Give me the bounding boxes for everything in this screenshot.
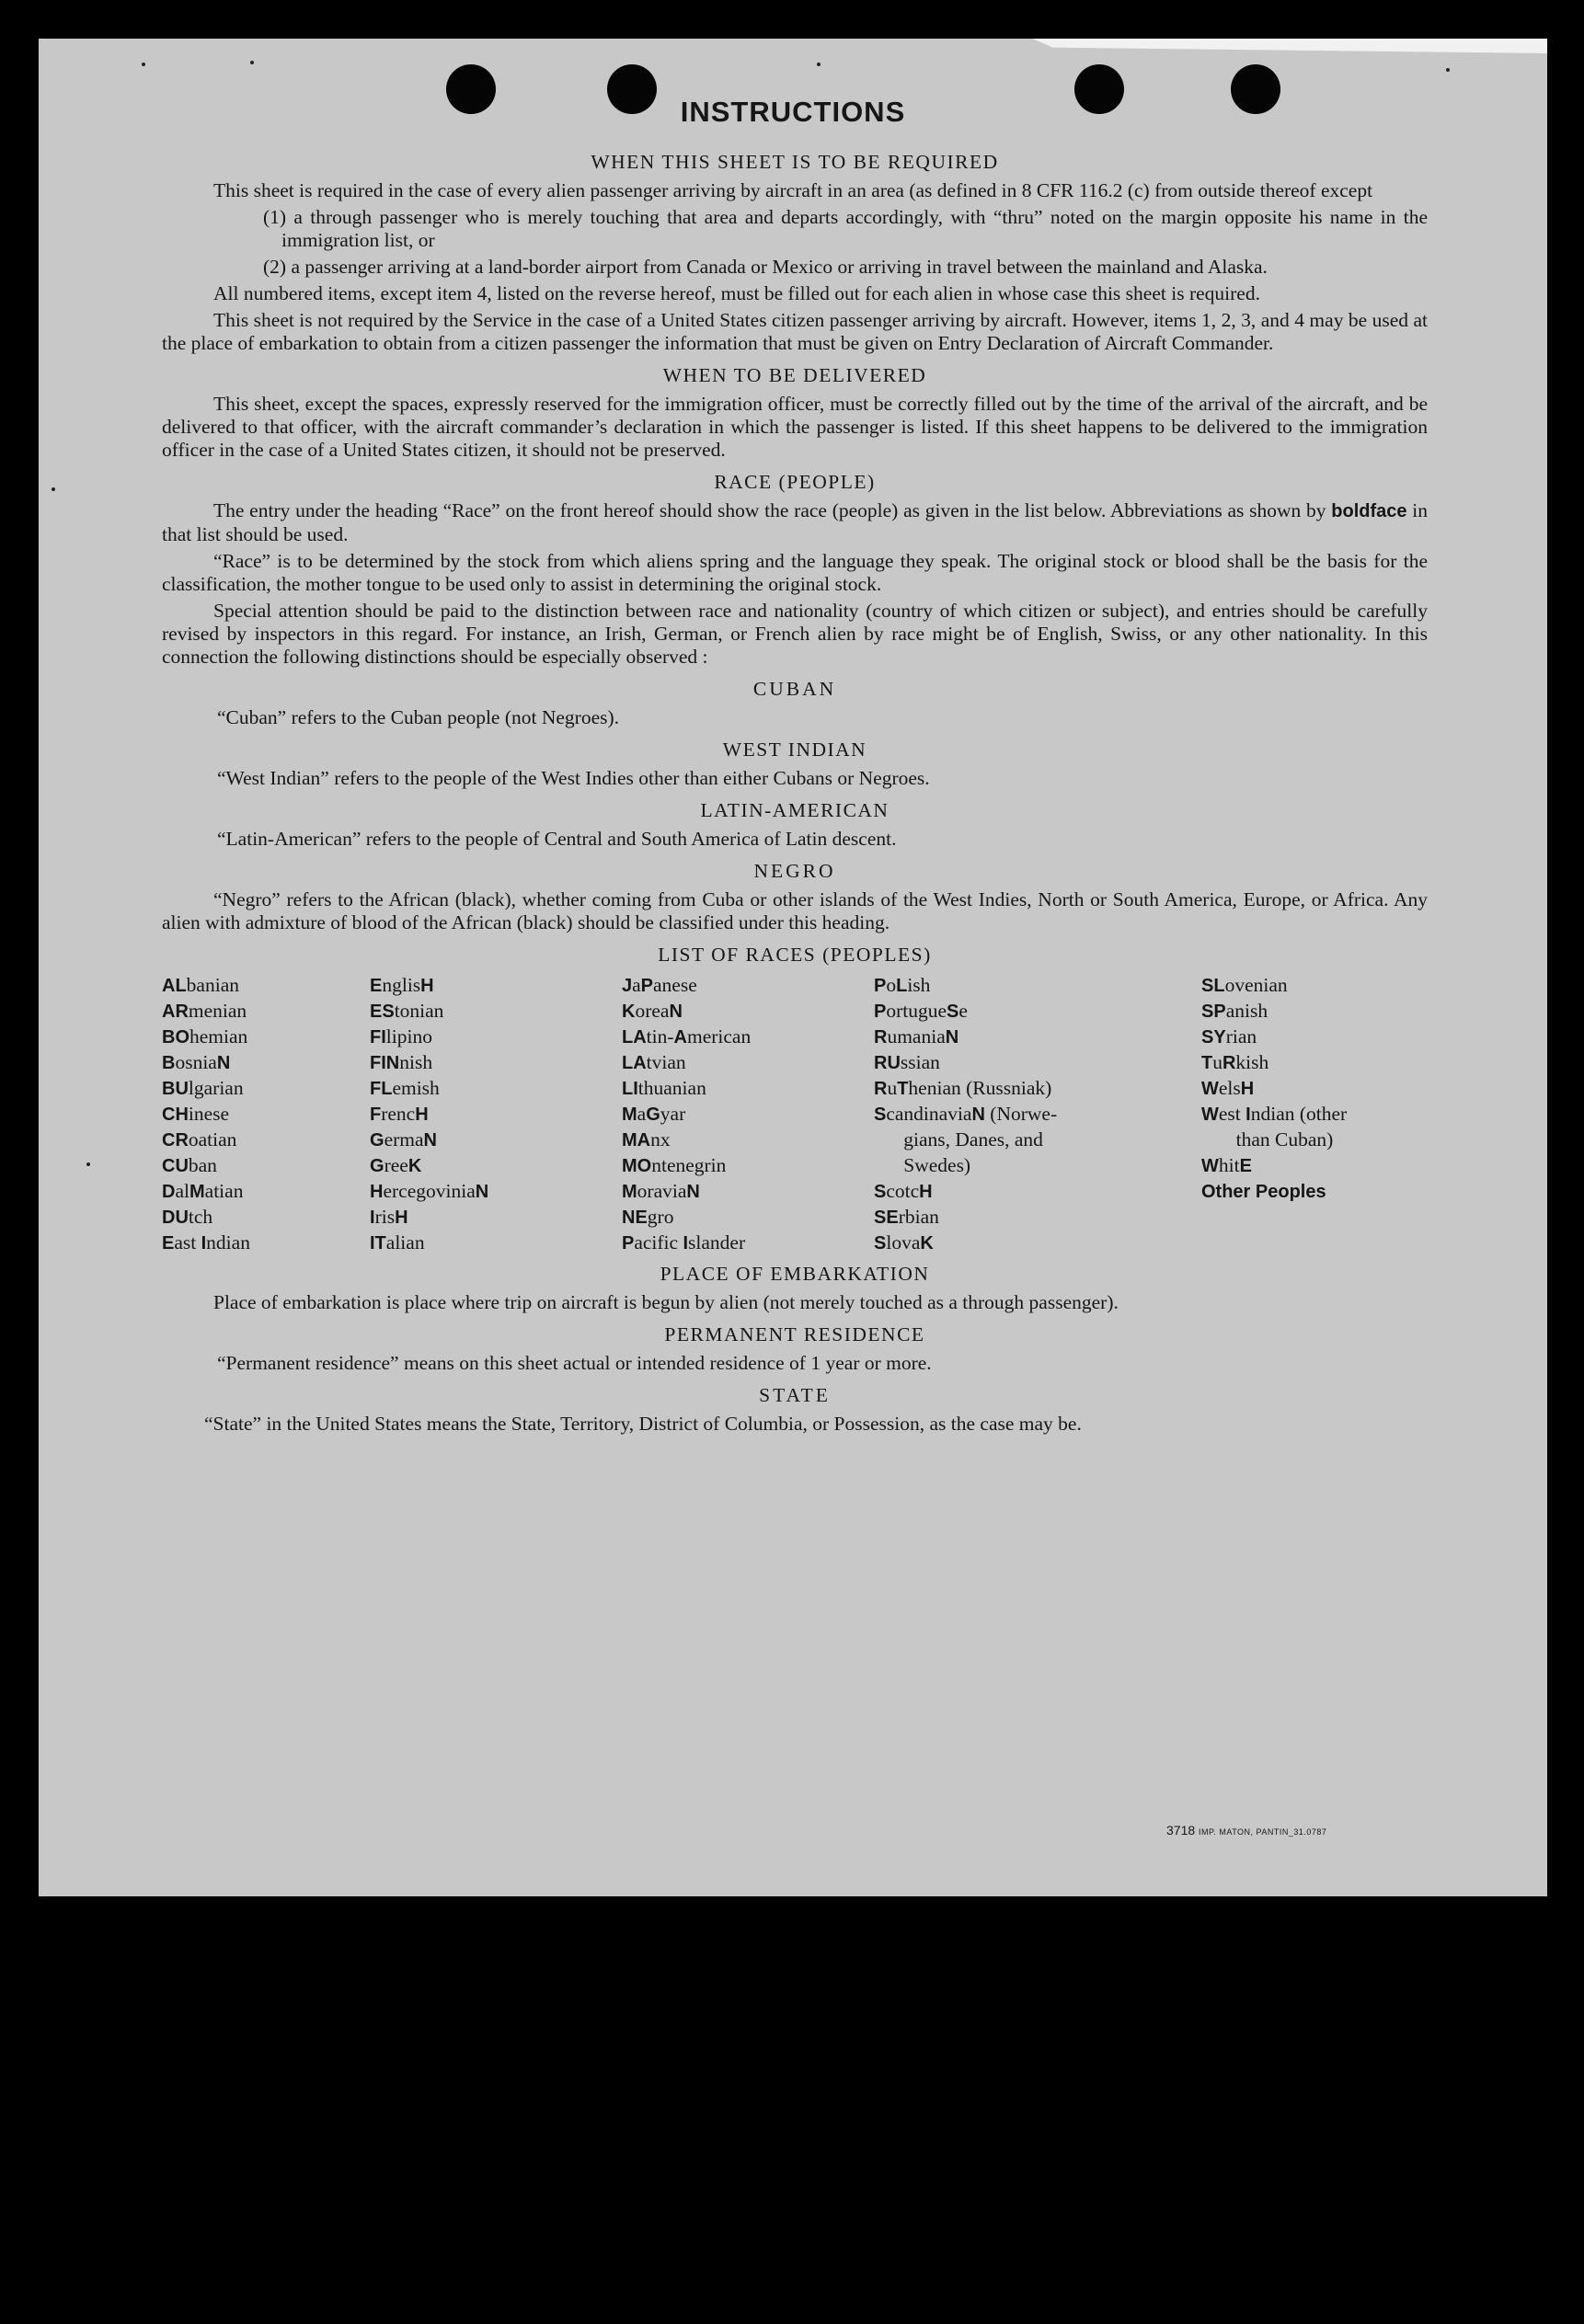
race-entry <box>874 972 1057 998</box>
race-name-part: hemian <box>189 1025 248 1048</box>
heading-state: STATE <box>759 1384 831 1406</box>
race-name-part: ntenegrin <box>651 1154 727 1176</box>
definition-negro: “Negro” refers to the African (black), whether coming from Cuba or other islands of the West Indies, North or South America, Europe, or Africa. Any alien with admixture of blood of the African (black) should be classified under this heading. <box>162 888 1428 933</box>
race-abbrev-letters: S <box>947 1002 959 1022</box>
race-abbrev-letters: M <box>189 1182 205 1202</box>
race-name-part: ndian (other <box>1250 1103 1348 1125</box>
heading-negro: NEGRO <box>753 860 836 882</box>
race-entry <box>162 1204 250 1230</box>
race-abbrev-letters: R <box>874 1079 888 1099</box>
race-entry <box>1201 1049 1347 1075</box>
race-abbrev-letters: LI <box>622 1079 638 1099</box>
race-entry <box>874 1075 1057 1101</box>
race-abbrev-letters: LA <box>622 1027 647 1048</box>
race-name-part: anish <box>1225 1000 1268 1022</box>
race-name-part: Swedes) <box>874 1154 971 1176</box>
race-entry <box>1201 998 1347 1024</box>
race-entry <box>622 1127 751 1152</box>
race-entry <box>162 1152 250 1178</box>
race-name-part: ban <box>188 1154 217 1176</box>
race-entry <box>874 1204 1057 1230</box>
race-entry <box>370 1075 488 1101</box>
form-number: 3718 <box>1166 1823 1196 1837</box>
race-abbrev-letters: W <box>1201 1156 1219 1176</box>
instructions-body <box>162 142 1428 1443</box>
race-entry <box>1201 1127 1347 1152</box>
page-title: INSTRUCTIONS <box>680 96 906 128</box>
race-abbrev-letters: H <box>415 1105 429 1125</box>
race-entry <box>1201 1152 1347 1178</box>
race-abbrev-letters: SL <box>1201 976 1225 996</box>
race-name-part: est <box>1218 1103 1246 1125</box>
race-entry <box>874 1049 1057 1075</box>
race-entry <box>874 1024 1057 1049</box>
dust-speck <box>142 63 145 66</box>
race-name-part: ovenian <box>1224 974 1288 996</box>
race-entry <box>874 1178 1057 1204</box>
race-abbrev-letters: NE <box>622 1208 648 1228</box>
race-abbrev-letters: I <box>370 1208 375 1228</box>
race-entry <box>162 1049 250 1075</box>
race-entry <box>622 1178 751 1204</box>
race-abbrev-letters: LA <box>622 1053 647 1073</box>
race-abbrev-letters: K <box>407 1156 422 1176</box>
race-abbrev-letters: P <box>874 1002 887 1022</box>
race-entry <box>622 1075 751 1101</box>
race-para-1 <box>162 499 1428 546</box>
race-abbrev-letters: CR <box>162 1130 189 1151</box>
race-abbrev-letters: I <box>683 1233 689 1254</box>
race-abbrev-letters: DU <box>162 1208 189 1228</box>
race-abbrev-letters: AL <box>162 976 187 996</box>
race-abbrev-letters: G <box>370 1130 385 1151</box>
race-name-part: tch <box>188 1206 213 1228</box>
dust-speck <box>1446 68 1450 72</box>
race-name-part: atian <box>204 1180 244 1202</box>
race-abbrev-letters: H <box>420 976 434 996</box>
race-abbrev-letters: RU <box>874 1053 901 1073</box>
when-delivered-text: This sheet, except the spaces, expressly reserved for the immigration officer, must be correctly filled out by the time of the arrival of the aircraft, and be delivered to that officer, with the aircraft commander’s declaration in which the passenger is listed. If this sheet happens to be delivered to the immigration officer in the case of a United States citizen, it should not be preserved. <box>162 393 1428 461</box>
race-name-part: yar <box>660 1103 686 1125</box>
race-entry <box>370 1178 488 1204</box>
race-entry <box>370 972 488 998</box>
race-abbrev-letters: N <box>686 1182 700 1202</box>
race-entry <box>622 1230 751 1255</box>
race-name-part: nish <box>399 1051 433 1073</box>
race-entry <box>622 998 751 1024</box>
race-abbrev-letters: N <box>385 1053 400 1073</box>
race-abbrev-letters: T <box>1201 1053 1213 1073</box>
definition-latin-american: “Latin-American” refers to the people of Central and South America of Latin descent. <box>217 828 897 850</box>
residence-text: “Permanent residence” means on this sheet actual or intended residence of 1 year or more. <box>217 1352 932 1374</box>
race-entry <box>162 1024 250 1049</box>
race-entry <box>622 1024 751 1049</box>
race-name-part: lipino <box>385 1025 432 1048</box>
race-name-part: anese <box>653 974 697 996</box>
embarkation-text: Place of embarkation is place where trip on aircraft is begun by alien (not merely touched as a through passenger). <box>213 1291 1119 1313</box>
race-abbrev-letters: MA <box>622 1130 651 1151</box>
race-name-part: e <box>958 1000 968 1022</box>
race-name-part: a <box>637 1103 647 1125</box>
race-abbrev-letters: CU <box>162 1156 189 1176</box>
race-entry <box>874 998 1057 1024</box>
race-name-part: umania <box>887 1025 946 1048</box>
race-abbrev-letters: FI <box>370 1053 386 1073</box>
when-required-intro: This sheet is required in the case of every alien passenger arriving by aircraft in an area (as defined in 8 CFR 116.2 (c) from outside thereof except <box>213 179 1373 201</box>
race-entry <box>370 1127 488 1152</box>
exception-2: (2) a passenger arriving at a land-border airport from Canada or Mexico or arriving in travel between the mainland and Alaska. <box>263 256 1268 278</box>
race-name-part: henian (Russniak) <box>908 1077 1052 1099</box>
race-abbrev-letters: G <box>370 1156 385 1176</box>
race-name-part: u <box>1212 1051 1222 1073</box>
race-abbrev-letters: IT <box>370 1233 386 1254</box>
race-abbrev-letters: T <box>897 1079 909 1099</box>
heading-when-required: WHEN THIS SHEET IS TO BE REQUIRED <box>591 151 999 173</box>
race-entry <box>162 1178 250 1204</box>
race-abbrev-letters: A <box>673 1027 687 1048</box>
race-entry <box>622 1152 751 1178</box>
race-name-part: rian <box>1225 1025 1257 1048</box>
race-entry <box>162 1101 250 1127</box>
race-abbrev-letters: K <box>920 1233 934 1254</box>
race-name-part: alian <box>385 1231 425 1254</box>
race-name-part: orea <box>635 1000 670 1022</box>
race-entry <box>370 998 488 1024</box>
race-name-part: ndian <box>206 1231 250 1254</box>
race-abbrev-letters: R <box>1222 1053 1236 1073</box>
race-name-part: hit <box>1218 1154 1240 1176</box>
race-abbrev-letters: M <box>622 1105 637 1125</box>
race-abbrev-letters: E <box>370 976 383 996</box>
race-name-part: renc <box>381 1103 416 1125</box>
race-abbrev-letters: SP <box>1201 1002 1226 1022</box>
race-abbrev-letters: N <box>475 1182 489 1202</box>
race-abbrev-letters: I <box>201 1233 207 1254</box>
race-name-part: cotc <box>886 1180 920 1202</box>
race-name-part: erma <box>384 1128 424 1151</box>
race-name-part: lova <box>886 1231 921 1254</box>
paper-edge <box>1032 39 1547 53</box>
race-name-part: lgarian <box>188 1077 244 1099</box>
race-abbrev-letters: H <box>370 1182 384 1202</box>
race-para-1-end: in that list should be used. <box>162 499 1429 545</box>
race-entry <box>622 972 751 998</box>
race-name-part: slander <box>688 1231 746 1254</box>
race-entry <box>874 1101 1057 1127</box>
race-entry <box>1201 1024 1347 1049</box>
race-name-part: gro <box>647 1206 674 1228</box>
race-abbrev-letters: SY <box>1201 1027 1226 1048</box>
race-name-part: kish <box>1235 1051 1269 1073</box>
race-abbrev-letters: W <box>1201 1079 1219 1099</box>
race-entry <box>622 1049 751 1075</box>
race-name-part: a <box>632 974 641 996</box>
race-abbrev-letters: SE <box>874 1208 899 1228</box>
race-entry <box>1201 972 1347 998</box>
race-name-part: al <box>175 1180 189 1202</box>
race-name-part: than Cuban) <box>1201 1128 1334 1151</box>
race-abbrev-letters: BO <box>162 1027 189 1048</box>
race-entry <box>162 972 250 998</box>
printer-imprint: IMP. MATON, PANTIN_31.0787 <box>1199 1827 1327 1837</box>
definition-west-indian: “West Indian” refers to the people of the West Indies other than either Cubans or Negroes. <box>217 767 930 789</box>
race-entry <box>1201 1101 1347 1127</box>
race-name-part: ish <box>907 974 931 996</box>
race-abbrev-letters: K <box>622 1002 636 1022</box>
race-name-part: ortugue <box>886 1000 947 1022</box>
race-entry <box>874 1230 1057 1255</box>
race-name-part: o <box>886 974 897 996</box>
race-entry <box>874 1127 1057 1152</box>
race-abbrev-letters: P <box>874 976 887 996</box>
state-text: “State” in the United States means the State, Territory, District of Columbia, or Possession, as the case may be. <box>204 1413 1082 1435</box>
race-name-part: ssian <box>900 1051 940 1073</box>
race-para-3: Special attention should be paid to the distinction between race and nationality (country of which citizen or subject), and entries should be carefully revised by inspectors in this regard. For instance, an Irish, German, or French alien by race might be of English, Swiss, or any other nationality. In this connection the following distinctions should be especially observed : <box>162 600 1428 668</box>
race-abbrev-letters: N <box>945 1027 959 1048</box>
race-abbrev-letters: N <box>216 1053 231 1073</box>
form-number-footer <box>1166 1823 1326 1837</box>
race-abbrev-letters: M <box>622 1182 637 1202</box>
race-abbrev-letters: H <box>919 1182 933 1202</box>
race-column-2 <box>370 972 488 1255</box>
race-name-part: tin- <box>646 1025 674 1048</box>
race-abbrev-letters: E <box>162 1233 175 1254</box>
race-name-part: tonian <box>394 1000 444 1022</box>
race-entry <box>162 998 250 1024</box>
race-abbrev-letters: P <box>622 1233 635 1254</box>
race-name-part: ercegovinia <box>383 1180 476 1202</box>
race-entry <box>622 1101 751 1127</box>
race-entry <box>1201 1075 1347 1101</box>
race-abbrev-letters: S <box>874 1105 887 1125</box>
race-column-3 <box>622 972 751 1255</box>
race-name-part: ree <box>384 1154 408 1176</box>
race-name-part: gians, Danes, and <box>874 1128 1043 1151</box>
race-abbrev-letters: S <box>874 1182 887 1202</box>
race-entry <box>370 1152 488 1178</box>
race-abbrev-letters: F <box>370 1105 382 1125</box>
race-column-1 <box>162 972 250 1255</box>
heading-cuban: CUBAN <box>752 678 837 700</box>
race-name-part: banian <box>186 974 239 996</box>
race-abbrev-letters: B <box>162 1053 176 1073</box>
dust-speck <box>86 1162 90 1166</box>
race-entry <box>1201 1178 1347 1204</box>
race-name-part: ris <box>374 1206 396 1228</box>
race-para-1-start: The entry under the heading “Race” on the front hereof should show the race (people) as given in the list below. Abbreviations as shown by <box>213 499 1326 521</box>
race-name-part: menian <box>188 1000 247 1022</box>
race-entry <box>370 1101 488 1127</box>
race-name-part: oatian <box>188 1128 237 1151</box>
race-entry <box>370 1024 488 1049</box>
race-abbrev-letters: D <box>162 1182 176 1202</box>
race-entry <box>622 1204 751 1230</box>
race-name-part: u <box>887 1077 898 1099</box>
race-name-part: els <box>1218 1077 1241 1099</box>
exception-1: (1) a through passenger who is merely touching that area and departs accordingly, with “thru” noted on the margin opposite his name in the immigration list, or <box>263 206 1428 251</box>
race-name-part: osnia <box>175 1051 217 1073</box>
race-abbrev-letters: S <box>874 1233 887 1254</box>
dust-speck <box>250 61 254 64</box>
para-all-items: All numbered items, except item 4, listed on the reverse hereof, must be filled out for each alien in whose case this sheet is required. <box>213 282 1260 304</box>
heading-list-of-races: LIST OF RACES (PEOPLES) <box>658 944 932 966</box>
race-entry <box>874 1152 1057 1178</box>
boldface-word: boldface <box>1331 501 1407 521</box>
race-abbrev-letters: E <box>1239 1156 1252 1176</box>
race-abbrev-letters: I <box>1245 1105 1251 1125</box>
race-abbrev-letters: MO <box>622 1156 652 1176</box>
race-name-part: rbian <box>898 1206 939 1228</box>
race-abbrev-letters: N <box>669 1002 683 1022</box>
races-list <box>162 972 1428 1254</box>
race-abbrev-letters: H <box>395 1208 408 1228</box>
race-abbrev-letters: FI <box>370 1027 386 1048</box>
heading-west-indian: WEST INDIAN <box>722 738 867 761</box>
race-abbrev-letters: L <box>896 976 908 996</box>
race-para-2: “Race” is to be determined by the stock from which aliens spring and the language they speak. The original stock or blood shall be the basis for the classification, the mother tongue to be used only to assist in determining the original stock. <box>162 550 1428 595</box>
race-abbrev-letters: CH <box>162 1105 189 1125</box>
instruction-sheet <box>39 39 1547 1896</box>
race-abbrev-letters: R <box>874 1027 888 1048</box>
race-abbrev-letters: G <box>646 1105 660 1125</box>
race-name-part: acific <box>634 1231 683 1254</box>
race-column-5 <box>1201 972 1347 1204</box>
race-entry <box>370 1230 488 1255</box>
heading-when-delivered: WHEN TO BE DELIVERED <box>662 364 927 386</box>
race-name-part: ast <box>174 1231 201 1254</box>
heading-race: RACE (PEOPLE) <box>714 471 876 493</box>
race-name-part: thuanian <box>637 1077 706 1099</box>
race-column-4 <box>874 972 1057 1255</box>
race-abbrev-letters: Other Peoples <box>1201 1182 1326 1202</box>
race-name-part: (Norwe- <box>984 1103 1058 1125</box>
dust-speck <box>52 487 55 491</box>
race-abbrev-letters: H <box>1240 1079 1255 1099</box>
dust-speck <box>817 63 821 66</box>
race-name-part: merican <box>686 1025 752 1048</box>
race-entry <box>162 1230 250 1255</box>
race-entry <box>370 1049 488 1075</box>
race-name-part: inese <box>188 1103 230 1125</box>
para-citizen: This sheet is not required by the Service in the case of a United States citizen passenger arriving by aircraft. However, items 1, 2, 3, and 4 may be used at the place of embarkation to obtain from a citizen passenger the information that must be given on Entry Declaration of Aircraft Commander. <box>162 309 1428 354</box>
race-abbrev-letters: W <box>1201 1105 1219 1125</box>
heading-residence: PERMANENT RESIDENCE <box>664 1323 925 1345</box>
race-entry <box>162 1127 250 1152</box>
race-abbrev-letters: J <box>622 976 633 996</box>
heading-embarkation: PLACE OF EMBARKATION <box>660 1263 930 1285</box>
definition-cuban: “Cuban” refers to the Cuban people (not Negroes). <box>217 706 620 728</box>
race-abbrev-letters: AR <box>162 1002 189 1022</box>
race-abbrev-letters: BU <box>162 1079 189 1099</box>
race-entry <box>162 1075 250 1101</box>
race-entry <box>370 1204 488 1230</box>
race-name-part: tvian <box>646 1051 686 1073</box>
race-abbrev-letters: N <box>423 1130 437 1151</box>
race-name-part: nx <box>650 1128 671 1151</box>
race-abbrev-letters: N <box>971 1105 985 1125</box>
race-abbrev-letters: FL <box>370 1079 393 1099</box>
race-abbrev-letters: ES <box>370 1002 395 1022</box>
race-name-part: oravia <box>637 1180 687 1202</box>
heading-latin-american: LATIN-AMERICAN <box>700 799 890 821</box>
race-name-part: candinavia <box>886 1103 972 1125</box>
race-name-part: nglis <box>382 974 421 996</box>
race-abbrev-letters: P <box>640 976 654 996</box>
race-name-part: emish <box>392 1077 440 1099</box>
